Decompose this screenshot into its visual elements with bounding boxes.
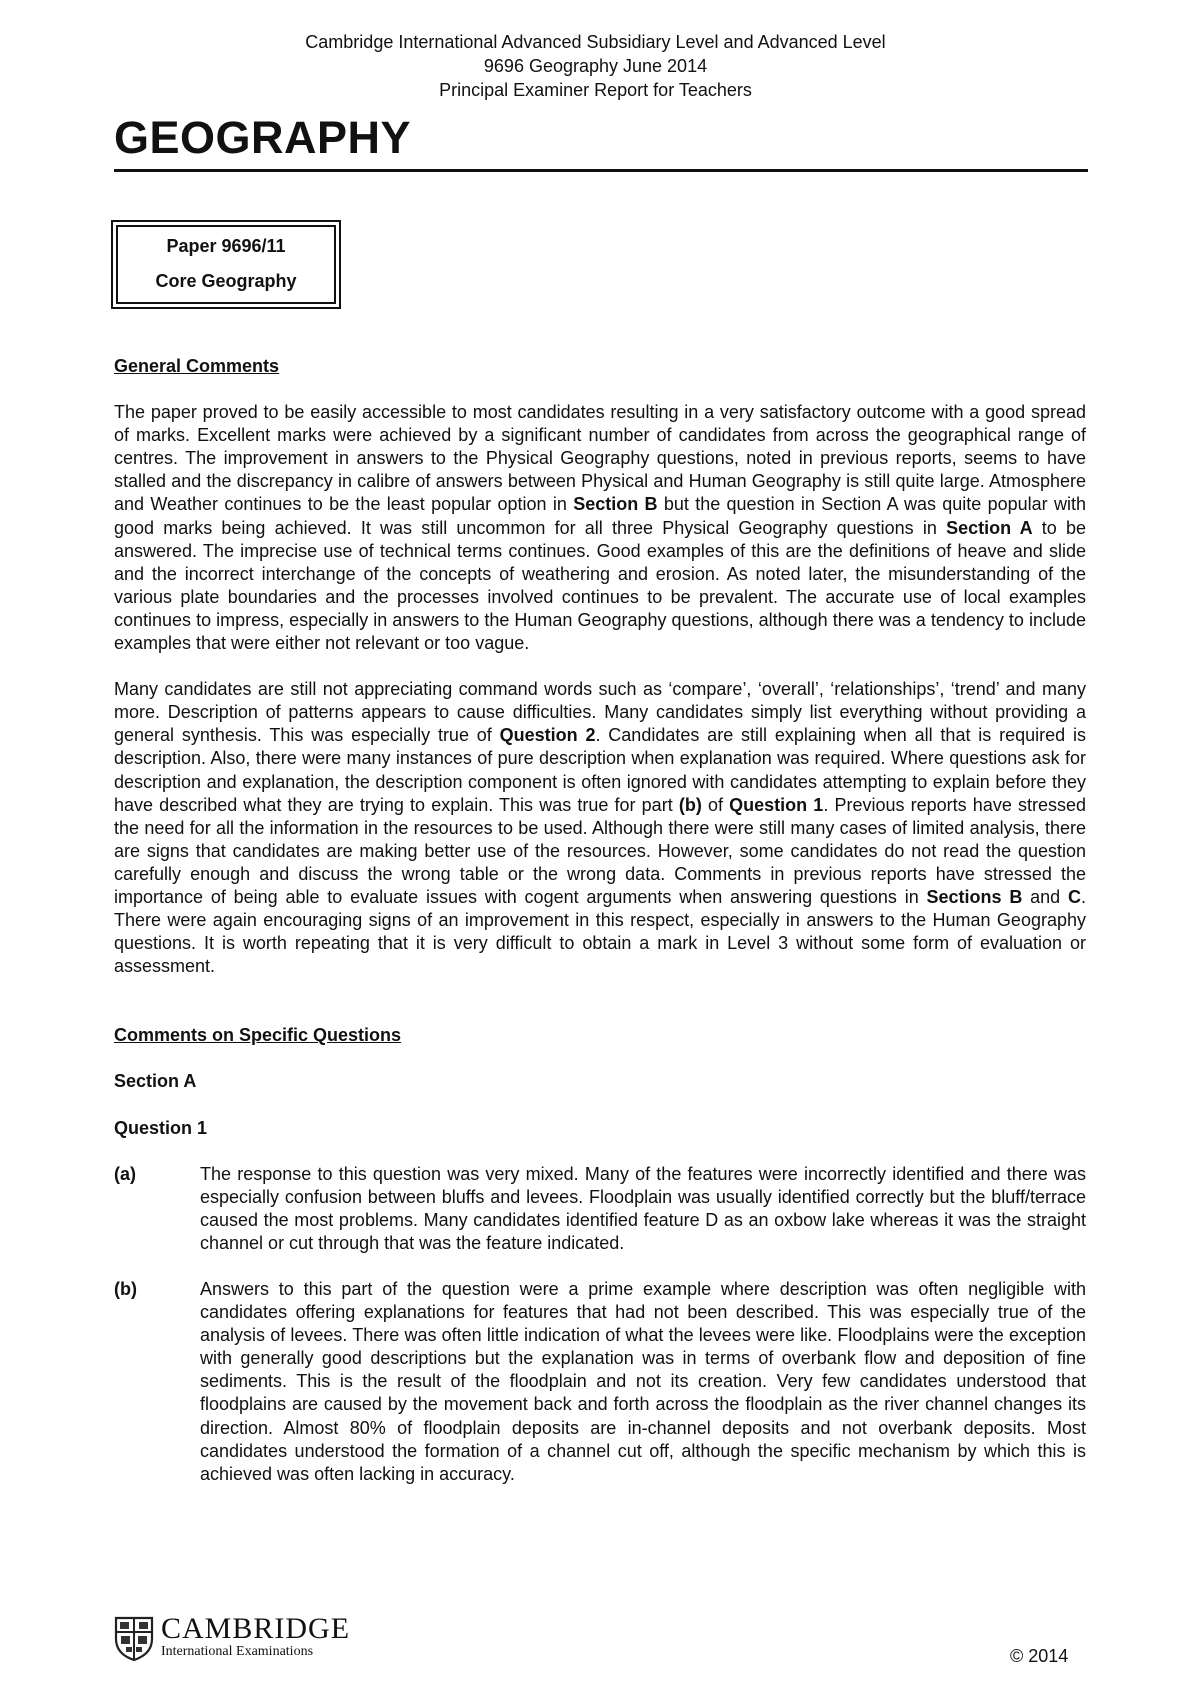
part-label: (b) xyxy=(114,1279,137,1299)
header-report-type: Principal Examiner Report for Teachers xyxy=(439,80,752,100)
title-rule xyxy=(114,169,1088,172)
copyright: © 2014 xyxy=(1010,1646,1069,1666)
header-syllabus: 9696 Geography June 2014 xyxy=(483,56,708,76)
general-comments-paragraph-2: Many candidates are still not appreciating command words such as ‘compare’, ‘overall’, ‘relationships’, ‘trend’ and many more. Description of patterns appears to cause difficulties. Many candidates simply list everything without providing a general synthesis. This was especially true of Question 2. Candidates are still explaining when all that is required is description. Also, there were many instances of pure description when explanation was required. Where questions ask for description and explanation, the description component is often ignored with candidates attempting to explain before they have described what they are trying to explain. This was true for part (b) of Question 1. Previous reports have stressed the need for all the information in the resources to be used. Although there were still many cases of limited analysis, there are signs that candidates are making better use of the resources. However, some candidates do not read the question carefully enough and discuss the wrong table or the wrong data. Comments in previous reports have stressed the importance of being able to evaluate issues with cogent arguments when answering questions in Sections B and C. There were again encouraging signs of an improvement in this respect, especially in answers to the Human Geography questions. It is worth repeating that it is very difficult to obtain a mark in Level 3 without some form of evaluation or assessment. xyxy=(114,679,1087,977)
report-header xyxy=(0,30,1191,102)
section-heading: Section A xyxy=(114,1071,197,1092)
part-text: The response to this question was very mixed. Many of the features were incorrectly identified and there was especially confusion between bluffs and levees. Floodplain was usually identified correctly but the bluff/terrace caused the most problems. Many candidates identified feature D as an oxbow lake whereas it was the straight channel or cut through that was the feature indicated. xyxy=(200,1163,1086,1253)
part-label: (a) xyxy=(114,1163,136,1184)
paper-number: Paper 9696/11 xyxy=(166,236,286,256)
part-text: Answers to this part of the question were a prime example where description was often negligible with candidates offering explanations for features that had not been described. This was especially true of the analysis of levees. There was often little indication of what the levees were like. Floodplains were the exception with generally good descriptions but the explanation was in terms of overbank flow and deposition of fine sediments. This is the result of the floodplain and not its creation. Very few candidates understood that floodplains are caused by the movement back and forth across the floodplain as the river channel changes its direction. Almost 80% of floodplain deposits are in-channel deposits and not overbank deposits. Most candidates understood the formation of a channel cut off, although the specific mechanism by which this is achieved was often lacking in accuracy. xyxy=(200,1279,1086,1484)
paper-box xyxy=(111,220,341,309)
general-comments-heading: General Comments xyxy=(114,356,280,376)
subject-title: GEOGRAPHY xyxy=(114,112,412,163)
logo-subtitle: International Examinations xyxy=(161,1644,314,1659)
logo-wordmark: CAMBRIDGE xyxy=(161,1612,351,1645)
general-comments-paragraph-1: The paper proved to be easily accessible to most candidates resulting in a very satisfactory outcome with a good spread of marks. Excellent marks were achieved by a significant number of candidates from across the geographical range of centres. The improvement in answers to the Physical Geography questions, noted in previous reports, seems to have stalled and the discrepancy in calibre of answers between Physical and Human Geography is still quite large. Atmosphere and Weather continues to be the least popular option in Section B but the question in Section A was quite popular with good marks being achieved. It was still uncommon for all three Physical Geography questions in Section A to be answered. The imprecise use of technical terms continues. Good examples of this are the definitions of heave and slide and the incorrect interchange of the concepts of weathering and erosion. As noted later, the misunderstanding of the various plate boundaries and the processes involved continues to be prevalent. The accurate use of local examples continues to impress, especially in answers to the Human Geography questions, although there was a tendency to include examples that were either not relevant or too vague. xyxy=(114,402,1087,654)
question-heading: Question 1 xyxy=(114,1117,208,1138)
paper-box-inner xyxy=(116,225,336,304)
specific-questions-heading: Comments on Specific Questions xyxy=(114,1025,402,1046)
header-qualification: Cambridge International Advanced Subsidiary Level and Advanced Level xyxy=(305,32,886,52)
question-part-a xyxy=(114,1163,1086,1255)
paper-name: Core Geography xyxy=(155,271,297,291)
cambridge-crest-icon xyxy=(113,1615,155,1661)
question-part-b xyxy=(114,1278,1086,1486)
report-content xyxy=(114,355,1086,1486)
cambridge-logo xyxy=(113,1612,351,1661)
logo-text xyxy=(161,1612,351,1661)
